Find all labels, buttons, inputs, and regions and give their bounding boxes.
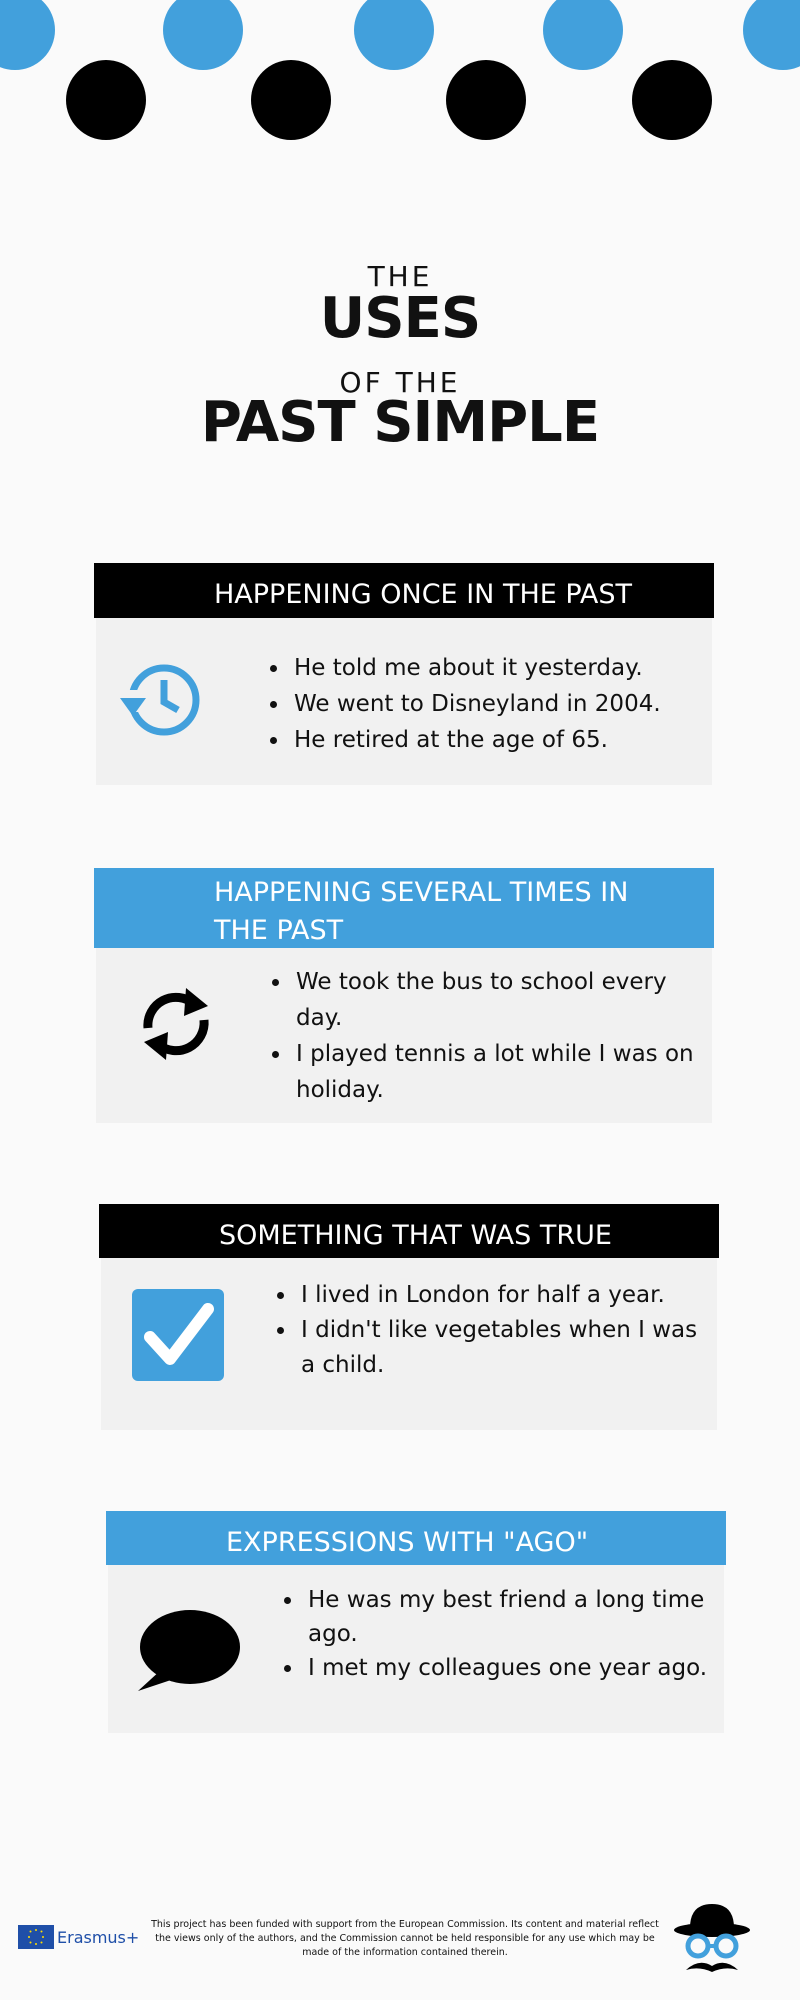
- section-body: [108, 1565, 724, 1733]
- title-line-the: THE: [367, 260, 433, 293]
- title-line-uses: USES: [319, 286, 481, 351]
- eu-flag-icon: [18, 1925, 54, 1949]
- history-clock-icon: [116, 660, 208, 744]
- example-list: [264, 964, 712, 1108]
- example-list: [269, 1278, 717, 1383]
- section-body: [101, 1258, 717, 1430]
- page-title: PAST SIMPLE: [200, 390, 600, 455]
- checkbox-icon: [132, 1289, 224, 1385]
- decorative-dot-black: [632, 60, 712, 140]
- section-heading: HAPPENING ONCE IN THE PAST: [214, 579, 633, 610]
- decorative-dot-blue: [743, 0, 800, 70]
- section-heading-line1: HAPPENING SEVERAL TIMES IN: [214, 877, 629, 908]
- section-was-true: [99, 1204, 719, 1426]
- decorative-dot-blue: [0, 0, 55, 70]
- section-heading-line2: THE PAST: [214, 915, 344, 946]
- list-item: • We took the bus to school every day.: [292, 964, 712, 1036]
- repeat-arrows-icon: [136, 976, 216, 1076]
- section-header: [106, 1511, 726, 1565]
- decorative-dot-blue: [543, 0, 623, 70]
- section-several-times: [94, 868, 714, 1123]
- decorative-dot-blue: [354, 0, 434, 70]
- example-list: [262, 650, 730, 758]
- decorative-dot-black: [251, 60, 331, 140]
- section-body: [96, 948, 712, 1123]
- section-header: [94, 868, 714, 948]
- section-header: [94, 563, 714, 618]
- mascot-bowler-hat-glasses-icon: [672, 1900, 752, 1982]
- erasmus-logo: Erasmus+: [57, 1928, 140, 1947]
- section-ago: [106, 1511, 726, 1733]
- list-item: • We went to Disneyland in 2004.: [290, 686, 730, 722]
- list-item: • He retired at the age of 65.: [290, 722, 730, 758]
- section-body: [96, 618, 712, 785]
- speech-bubble-icon: [134, 1609, 240, 1697]
- title-line-of-the: OF THE: [339, 366, 461, 399]
- example-list: [276, 1583, 724, 1685]
- decorative-dot-black: [66, 60, 146, 140]
- funding-disclaimer: This project has been funded with support from the European Commission. Its content and material reflect the views only of the authors, and the Commission cannot be held responsible for any use which may be made of the information contained therein.: [151, 1919, 659, 1958]
- decorative-dot-black: [446, 60, 526, 140]
- section-once-in-past: [94, 563, 714, 785]
- list-item: • I met my colleagues one year ago.: [304, 1651, 724, 1685]
- list-item: • I didn't like vegetables when I was a child.: [297, 1313, 717, 1383]
- section-heading: EXPRESSIONS WITH "AGO": [226, 1527, 589, 1558]
- list-item: • He told me about it yesterday.: [290, 650, 730, 686]
- list-item: • I played tennis a lot while I was on holiday.: [292, 1036, 712, 1108]
- section-heading: SOMETHING THAT WAS TRUE: [219, 1220, 612, 1251]
- list-item: • I lived in London for half a year.: [297, 1278, 717, 1313]
- section-header: [99, 1204, 719, 1258]
- decorative-dot-blue: [163, 0, 243, 70]
- list-item: • He was my best friend a long time ago.: [304, 1583, 724, 1651]
